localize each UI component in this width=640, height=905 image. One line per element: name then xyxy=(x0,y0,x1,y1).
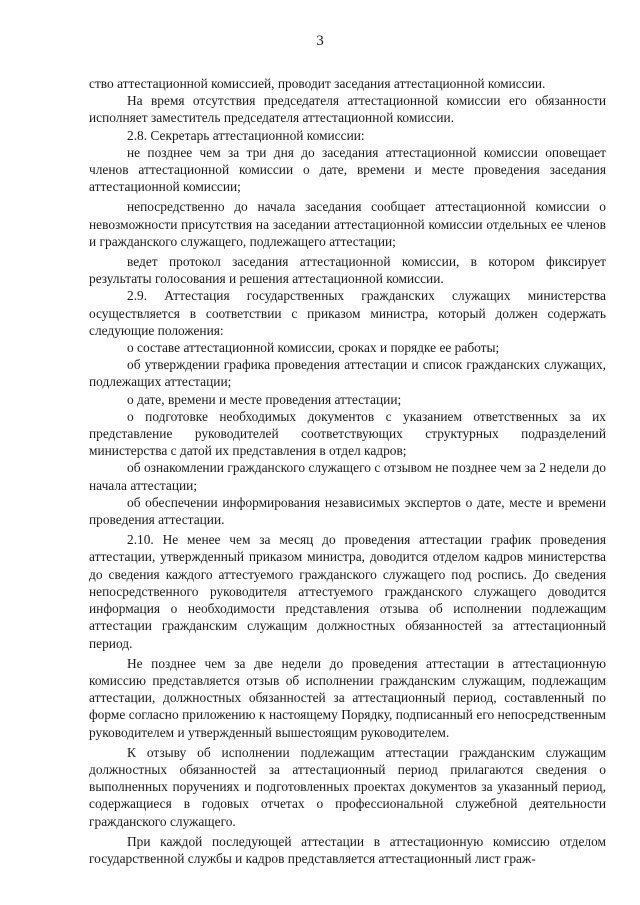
paragraph: не позднее чем за три дня до заседания аттестационной комиссии оповещает членов аттестационной комиссии о дате, времени и месте проведения заседания аттестационной комиссии; xyxy=(89,144,606,195)
paragraph: ство аттестационной комиссией, проводит заседания аттестационной комиссии. xyxy=(89,76,546,91)
paragraph: ведет протокол заседания аттестационной комиссии, в котором фиксирует результаты голосования и решения аттестационной комиссии. xyxy=(89,254,606,287)
paragraph: об ознакомлении гражданского служащего с отзывом не позднее чем за 2 недели до начала аттестации; xyxy=(89,460,606,493)
paragraph: о дате, времени и месте проведения аттестации; xyxy=(127,391,402,407)
paragraph: На время отсутствия председателя аттестационной комиссии его обязанности исполняет заместитель председателя аттестационной комиссии. xyxy=(89,93,606,126)
paragraph: При каждой последующей аттестации в аттестационную комиссию отделом государственной службы и кадров представляется аттестационный лист граж- xyxy=(89,833,606,866)
paragraph: 2.10. Не менее чем за месяц до проведения аттестации график проведения аттестации, утвержденный приказом министра, доводится отделом кадров министерства до сведения каждого аттестуемого гражданского служащего под роспись. До сведения непосредственного руководителя аттестуемого гражданского служащего доводится информация о необходимости представления отзыва об исполнении подлежащим аттестации гражданским служащим должностных обязанностей за аттестационный период. xyxy=(89,532,606,651)
paragraph: о составе аттестационной комиссии, сроках и порядке ее работы; xyxy=(127,340,500,356)
paragraph: 2.9. Аттестация государственных гражданских служащих министерства осуществляется в соответствии с приказом министра, который должен содержать следующие положения: xyxy=(89,288,606,338)
page-number: 3 xyxy=(316,33,324,49)
paragraph: о подготовке необходимых документов с указанием ответственных за их представление руководителей соответствующих структурных подразделений министерства с датой их представления в отдел кадров; xyxy=(89,408,606,459)
document-body xyxy=(89,75,606,867)
paragraph: непосредственно до начала заседания сообщает аттестационной комиссии о невозможности присутствия на заседании аттестационной комиссии отдельных ее членов и гражданского служащего, подлежащего аттестации; xyxy=(89,199,606,249)
paragraph: 2.8. Секретарь аттестационной комиссии: xyxy=(127,127,365,143)
paragraph: об утверждении графика проведения аттестации и список гражданских служащих, подлежащих аттестации; xyxy=(89,357,606,390)
paragraph: Не позднее чем за две недели до проведения аттестации в аттестационную комиссию представляется отзыв об исполнении гражданским служащим, подлежащим аттестации, должностных обязанностей за аттестационный период, составленный по форме согласно приложению к настоящему Порядку, подписанный его непосредственным руководителем и утвержденный вышестоящим руководителем. xyxy=(89,655,606,740)
paragraph: К отзыву об исполнении подлежащим аттестации гражданским служащим должностных обязанностей за аттестационный период прилагаются сведения о выполненных поручениях и подготовленных проектах документов за указанный период, содержащиеся в годовых отчетах о профессиональной служебной деятельности гражданского служащего. xyxy=(89,744,606,829)
paragraph: об обеспечении информирования независимых экспертов о дате, месте и времени проведения аттестации. xyxy=(89,494,606,528)
